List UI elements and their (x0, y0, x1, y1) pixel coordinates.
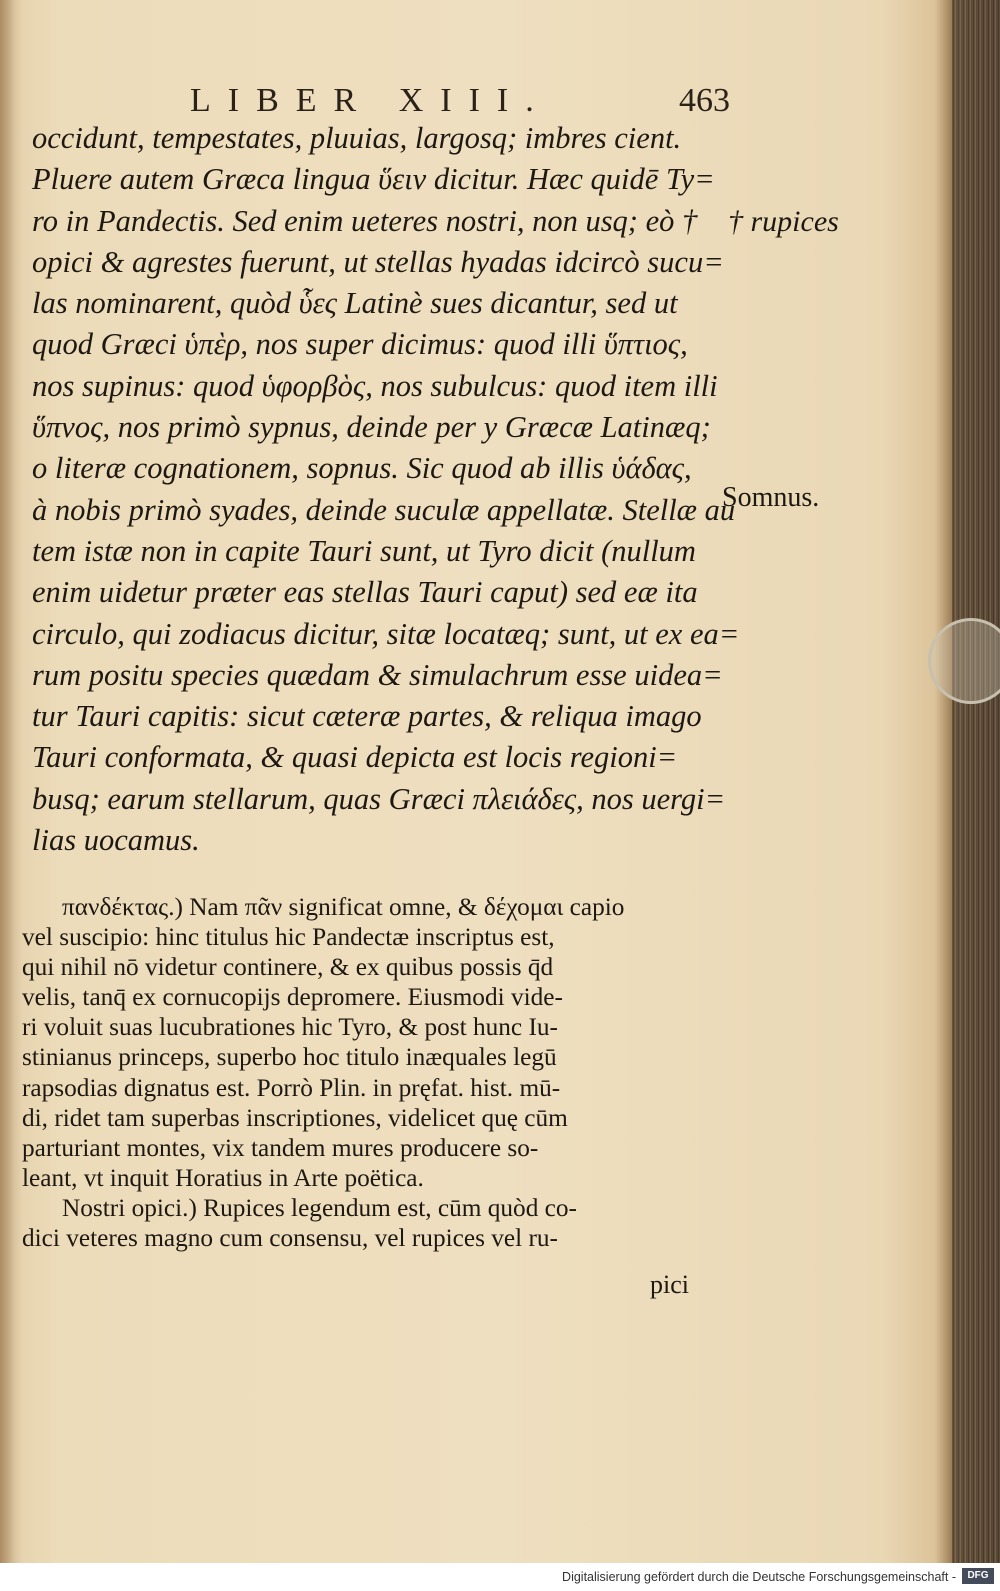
main-text-line: rum positu species quædam & simulachrum esse uidea= (32, 657, 723, 692)
page-clip (928, 618, 1000, 704)
digitization-footer (0, 1563, 1000, 1591)
commentary-line: vel suscipio: hinc titulus hic Pandectæ inscriptus est, (22, 923, 555, 952)
commentary-block (22, 892, 722, 1253)
main-text-line: nos supinus: quod ὑφορβὸς, nos subulcus: quod item illi (32, 368, 718, 403)
page-number: 463 (679, 82, 730, 119)
main-text-line: opici & agrestes fuerunt, ut stellas hyadas idcircò sucu= (32, 244, 724, 279)
gutter-shadow (0, 0, 22, 1563)
main-text-line: Tauri conformata, & quasi depicta est locis regioni= (32, 740, 678, 775)
main-text-line: o literæ cognationem, sopnus. Sic quod ab illis ὑάδας, (32, 451, 692, 486)
main-text-line: tur Tauri capitis: sicut cæteræ partes, & reliqua imago (32, 699, 702, 734)
main-text-line: quod Græci ὑπὲρ, nos super dicimus: quod illi ὕπτιος, (32, 327, 688, 362)
main-text-line: lias uocamus. (32, 823, 200, 858)
main-text-line: circulo, qui zodiacus dicitur, sitæ locatæq; sunt, ut ex ea= (32, 616, 740, 651)
commentary-line: πανδέκτας.) Nam πᾶν significat omne, & δέχομαι capio (62, 893, 625, 921)
commentary-line: qui nihil nō videtur continere, & ex quibus possis q̄d (22, 953, 554, 982)
book-fore-edge (952, 0, 1000, 1563)
commentary-line: ri voluit suas lucubrationes hic Tyro, & post hunc Iu- (22, 1013, 558, 1042)
main-text-line: las nominarent, quòd ὗες Latinè sues dicantur, sed ut (32, 286, 678, 321)
main-text-line: ὕπνος, nos primò sypnus, deinde per y Græcæ Latinæq; (32, 410, 711, 445)
commentary-line: Nostri opici.) Rupices legendum est, cūm quòd co- (62, 1193, 577, 1222)
margin-note-somnus: Somnus. (722, 482, 820, 513)
main-text-line: tem istæ non in capite Tauri sunt, ut Tyro dicit (nullum (32, 533, 696, 568)
commentary-line: stinianus princeps, superbo hoc titulo inæquales legū (22, 1043, 557, 1072)
commentary-line: velis, tanq̄ ex cornucopijs depromere. Eiusmodi vide- (22, 983, 563, 1012)
commentary-line: leant, vt inquit Horatius in Arte poëtica. (22, 1163, 424, 1192)
main-text-block (32, 118, 740, 861)
main-text-line: Pluere autem Græca lingua ὕειν dicitur. Hæc quidē Ty= (32, 162, 715, 197)
commentary-line: rapsodias dignatus est. Porrò Plin. in pręfat. hist. mū- (22, 1073, 561, 1102)
commentary-line: dici veteres magno cum consensu, vel rupices vel ru- (22, 1224, 558, 1253)
commentary-line: di, ridet tam superbas inscriptiones, videlicet quę cūm (22, 1103, 568, 1132)
funding-note: Digitalisierung gefördert durch die Deutsche Forschungsgemeinschaft - (562, 1570, 956, 1584)
main-text-line: ro in Pandectis. Sed enim ueteres nostri, non usq; eò † (32, 203, 698, 238)
main-text-line: busq; earum stellarum, quas Græci πλειάδες, nos uergi= (32, 781, 726, 816)
main-text-line: occidunt, tempestates, pluuias, largosq; imbres cient. (32, 121, 682, 155)
running-title: LIBER XIII. (190, 82, 551, 119)
main-text-line: à nobis primò syades, deinde suculæ appellatæ. Stellæ au (32, 492, 736, 527)
main-text-line: enim uidetur præter eas stellas Tauri caput) sed eæ ita (32, 575, 698, 610)
margin-note-rupices: † rupices (728, 205, 839, 238)
commentary-line: parturiant montes, vix tandem mures producere so- (22, 1133, 539, 1162)
catchword: pici (650, 1270, 689, 1299)
dfg-logo-icon: DFG (962, 1568, 994, 1584)
